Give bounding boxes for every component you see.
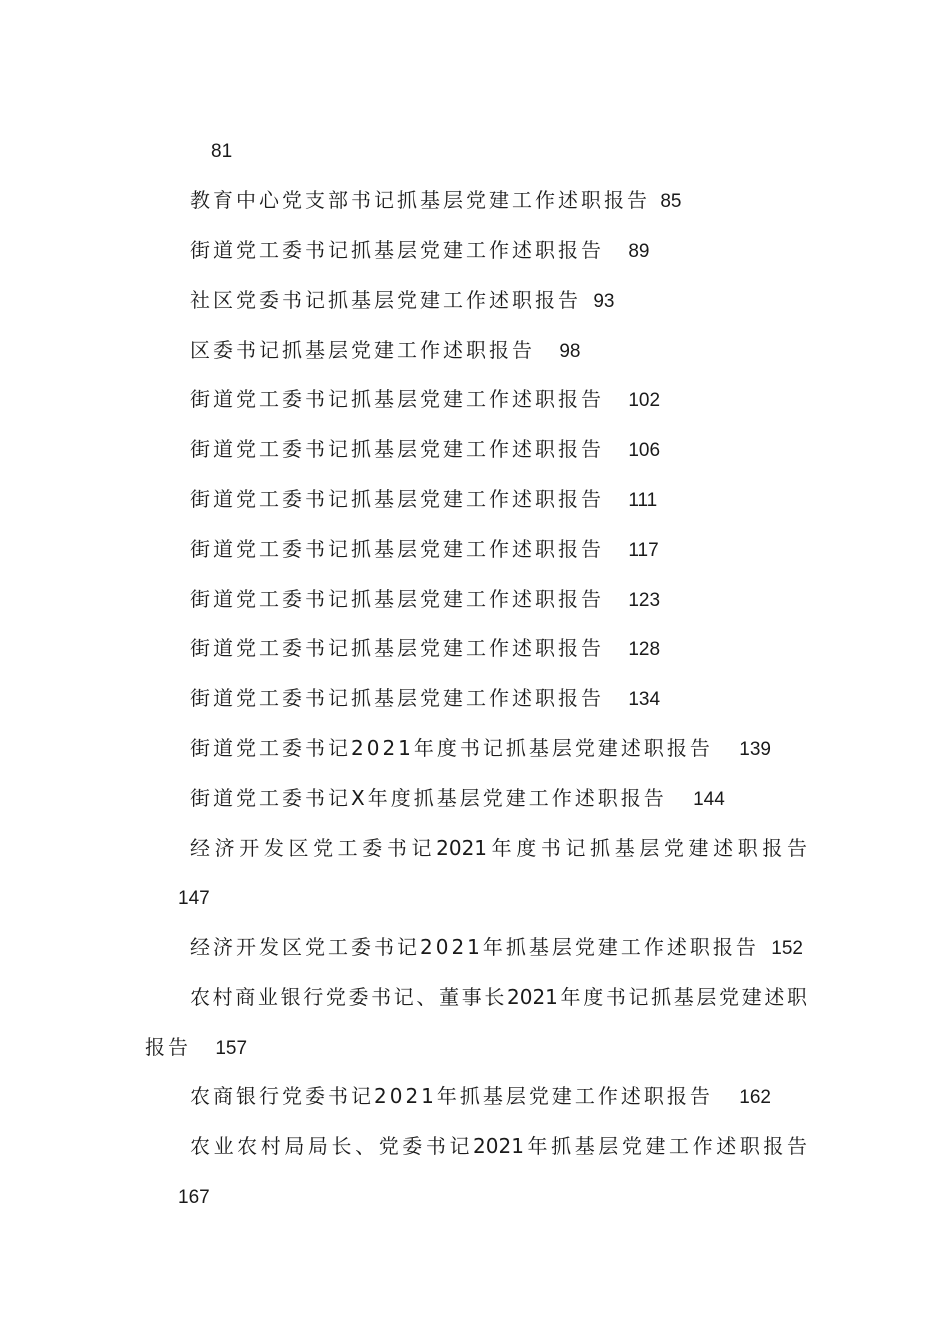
- toc-entry-title: 街道党工委书记抓基层党建工作述职报告: [190, 587, 604, 611]
- toc-entry-page-continuation: [178, 885, 210, 911]
- toc-entry[interactable]: [190, 1084, 771, 1110]
- toc-entry-title: 农商银行党委书记2021年抓基层党建工作述职报告: [190, 1084, 713, 1108]
- page-number: 102: [628, 390, 661, 411]
- toc-entry-title: 街道党工委书记抓基层党建工作述职报告: [190, 537, 604, 561]
- toc-entry[interactable]: [190, 387, 660, 413]
- toc-entry-title: 街道党工委书记抓基层党建工作述职报告: [190, 238, 604, 262]
- page-number: 162: [739, 1087, 771, 1108]
- page-number: 147: [178, 888, 210, 909]
- toc-entry[interactable]: [190, 487, 657, 513]
- page-number: 152: [771, 938, 803, 959]
- toc-entry[interactable]: [190, 587, 660, 613]
- toc-entry[interactable]: [190, 935, 803, 961]
- page-number: 93: [593, 291, 615, 312]
- toc-entry[interactable]: [190, 338, 581, 364]
- toc-entry-title: 街道党工委书记抓基层党建工作述职报告: [190, 437, 604, 461]
- toc-entry-title: 农业农村局局长、党委书记2021年抓基层党建工作述职报告: [190, 1134, 807, 1158]
- toc-entry-title: 街道党工委书记抓基层党建工作述职报告: [190, 387, 604, 411]
- page-number: 123: [628, 590, 661, 611]
- toc-entry[interactable]: [190, 537, 659, 563]
- toc-entry-title: 教育中心党支部书记抓基层党建工作述职报告: [190, 188, 650, 212]
- toc-entry-title: 街道党工委书记X年度抓基层党建工作述职报告: [190, 786, 667, 810]
- toc-entry-title: 经济开发区党工委书记2021年度书记抓基层党建述职报告: [190, 836, 807, 860]
- toc-entry[interactable]: [190, 786, 725, 812]
- page-number: 81: [211, 141, 233, 162]
- toc-entry-continuation: [145, 1035, 247, 1061]
- toc-entry[interactable]: [190, 437, 660, 463]
- toc-entry[interactable]: [190, 636, 660, 662]
- toc-entry-title-continuation: 报告: [145, 1035, 191, 1059]
- toc-entry[interactable]: [190, 238, 650, 264]
- toc-entry[interactable]: [190, 985, 807, 1009]
- page-number: 106: [628, 440, 661, 461]
- toc-entry[interactable]: [190, 188, 682, 214]
- page-number: 167: [178, 1187, 210, 1208]
- page-number: 144: [693, 789, 725, 810]
- toc-entry-page-continuation: [178, 1184, 210, 1210]
- toc-entry-title: 街道党工委书记抓基层党建工作述职报告: [190, 686, 604, 710]
- toc-entry-title: 街道党工委书记2021年度书记抓基层党建述职报告: [190, 736, 713, 760]
- page-number: 128: [628, 639, 661, 660]
- toc-entry[interactable]: [190, 686, 660, 712]
- toc-entry-title: 街道党工委书记抓基层党建工作述职报告: [190, 636, 604, 660]
- toc-entry[interactable]: [190, 288, 615, 314]
- toc-entry-title: 街道党工委书记抓基层党建工作述职报告: [190, 487, 604, 511]
- toc-entry[interactable]: [190, 736, 771, 762]
- toc-entry-title: 社区党委书记抓基层党建工作述职报告: [190, 288, 581, 312]
- page-number: 157: [215, 1038, 248, 1059]
- toc-entry[interactable]: [190, 1134, 807, 1158]
- toc-entry-title: 农村商业银行党委书记、董事长2021年度书记抓基层党建述职: [190, 985, 807, 1009]
- toc-entry-title: 区委书记抓基层党建工作述职报告: [190, 338, 535, 362]
- toc-entry[interactable]: [190, 836, 807, 860]
- page-number: 139: [739, 739, 771, 760]
- toc-carryover-page: [211, 138, 232, 164]
- page-number: 98: [559, 341, 581, 362]
- toc-entry-title: 经济开发区党工委书记2021年抓基层党建工作述职报告: [190, 935, 759, 959]
- page-number: 111: [628, 490, 658, 511]
- page-number: 134: [628, 689, 661, 710]
- page-number: 85: [660, 191, 682, 212]
- page-number: 117: [628, 540, 659, 561]
- page-number: 89: [628, 241, 650, 262]
